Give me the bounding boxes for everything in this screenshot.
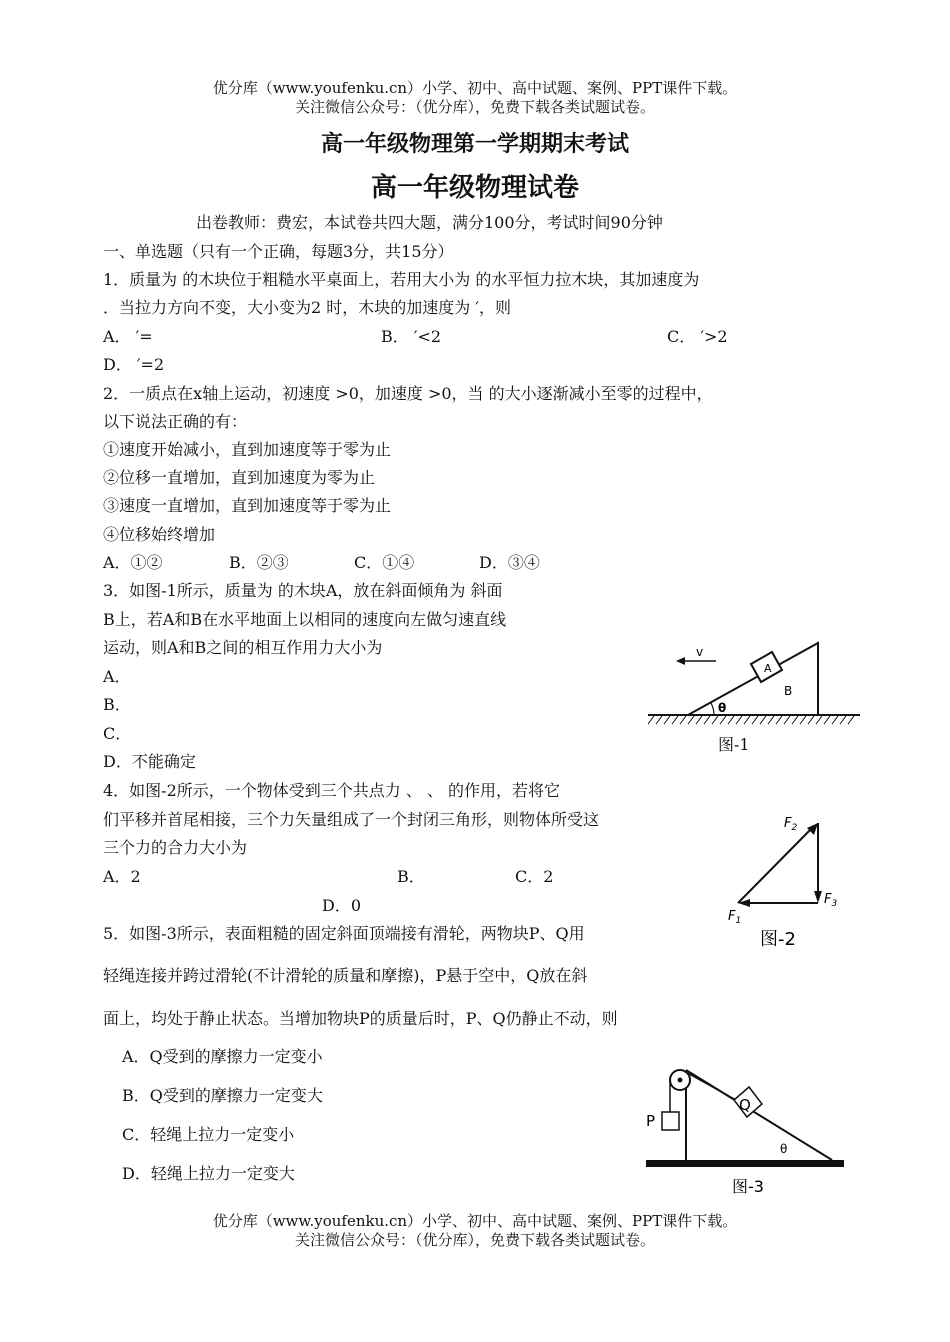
exam-info: 出卷教师：费宏，本试卷共四大题，满分100分，考试时间90分钟 — [196, 213, 663, 232]
q5-stem-line-2: 轻绳连接并跨过滑轮(不计滑轮的质量和摩擦)，P悬于空中，Q放在斜 — [103, 966, 588, 985]
q4-stem-line-2: 们平移并首尾相接，三个力矢量组成了一个封闭三角形，则物体所受这 — [103, 810, 600, 829]
q3-stem-line-1: 3．如图-1所示，质量为 的木块A，放在斜面倾角为 斜面 — [103, 581, 503, 600]
incline-b-label: B — [784, 684, 793, 698]
block-p — [662, 1112, 679, 1130]
section-heading: 一、单选题（只有一个正确，每题3分，共15分） — [103, 242, 454, 261]
q4-stem-line-1: 4．如图-2所示，一个物体受到三个共点力 、 、 的作用，若将它 — [103, 781, 561, 800]
q3-option-c: C． — [103, 724, 132, 743]
q5-option-d: D．轻绳上拉力一定变大 — [122, 1164, 295, 1183]
q5-option-a: A．Q受到的摩擦力一定变小 — [122, 1047, 323, 1066]
q4-option-d: D．0 — [322, 896, 362, 915]
q3-stem-line-2: B上，若A和B在水平地面上以相同的速度向左做匀速直线 — [103, 610, 507, 629]
header-line-2: 关注微信公众号：（优分库），免费下载各类试题试卷。 — [294, 98, 655, 116]
exam-title: 高一年级物理第一学期期末考试 — [320, 131, 629, 157]
q2-statement-4: ④位移始终增加 — [103, 525, 216, 544]
figure-2-force-triangle — [720, 805, 860, 955]
q4-stem-line-3: 三个力的合力大小为 — [103, 838, 248, 857]
block-q-label: Q — [739, 1096, 751, 1114]
q5-option-c: C．轻绳上拉力一定变小 — [122, 1125, 295, 1144]
q2-statement-1: ①速度开始减小，直到加速度等于零为止 — [103, 440, 392, 459]
figure-2-caption: 图-2 — [760, 929, 796, 950]
figure-3-pulley-incline — [640, 1060, 850, 1200]
velocity-label: v — [696, 645, 704, 659]
paper-title: 高一年级物理试卷 — [370, 173, 579, 203]
footer-line-2: 关注微信公众号：（优分库），免费下载各类试题试卷。 — [294, 1231, 655, 1249]
block-a-label: A — [764, 662, 772, 675]
q5-stem-line-1: 5．如图-3所示，表面粗糙的固定斜面顶端接有滑轮，两物块P、Q用 — [103, 924, 585, 943]
q1-option-b: B． ′<2 — [381, 327, 442, 346]
q4-option-a: A．2 — [103, 867, 141, 886]
rope-incline — [682, 1070, 736, 1100]
q4-option-c: C．2 — [515, 867, 554, 886]
incline-surface — [686, 1070, 832, 1160]
q1-stem-line-2: ．当拉力方向不变，大小变为2 时，木块的加速度为 ′，则 — [103, 298, 511, 317]
header-line-1: 优分库（www.youfenku.cn）小学、初中、高中试题、案例、PPT课件下载。 — [212, 79, 738, 97]
q3-option-d: D．不能确定 — [103, 752, 196, 771]
q1-stem-line-1: 1．质量为 的木块位于粗糙水平桌面上，若用大小为 的水平恒力拉木块，其加速度为 — [103, 270, 700, 289]
q2-option-d: D．③④ — [479, 553, 540, 572]
q3-stem-line-3: 运动，则A和B之间的相互作用力大小为 — [103, 638, 383, 657]
theta-label: θ — [780, 1142, 788, 1156]
q2-option-a: A．①② — [103, 553, 163, 572]
q2-stem-line-1: 2．一质点在x轴上运动，初速度 >0，加速度 >0，当 的大小逐渐减小至零的过程中， — [103, 384, 713, 403]
force-f3-label: $F_3$ — [824, 892, 838, 909]
q5-stem-line-3: 面上，均处于静止状态。当增加物块P的质量后时，P、Q仍静止不动，则 — [103, 1009, 618, 1028]
q5-option-b: B．Q受到的摩擦力一定变大 — [122, 1086, 323, 1105]
q2-statement-2: ②位移一直增加，直到加速度为零为止 — [103, 468, 376, 487]
figure-3-caption: 图-3 — [732, 1177, 764, 1196]
q4-option-b: B． — [397, 867, 425, 886]
footer-line-1: 优分库（www.youfenku.cn）小学、初中、高中试题、案例、PPT课件下载。 — [212, 1212, 738, 1230]
q3-option-b: B． — [103, 695, 131, 714]
force-f2-arrow — [738, 827, 813, 903]
q2-statement-3: ③速度一直增加，直到加速度等于零为止 — [103, 496, 392, 515]
incline-b — [688, 643, 818, 715]
q2-option-c: C．①④ — [354, 553, 415, 572]
force-f1-label: $F_1$ — [728, 909, 742, 926]
q2-option-b: B．②③ — [229, 553, 289, 572]
q3-option-a: A． — [103, 667, 131, 686]
theta-label: θ — [718, 701, 727, 715]
force-f2-label: $F_2$ — [784, 816, 798, 833]
block-p-label: P — [646, 1112, 656, 1130]
q1-option-a: A． ′= — [103, 327, 153, 346]
figure-1-caption: 图-1 — [718, 735, 750, 754]
figure-1-incline-diagram — [648, 630, 863, 755]
q1-option-d: D． ′=2 — [103, 355, 165, 374]
q1-option-c: C． ′>2 — [667, 327, 728, 346]
q2-stem-line-2: 以下说法正确的有： — [103, 412, 248, 431]
